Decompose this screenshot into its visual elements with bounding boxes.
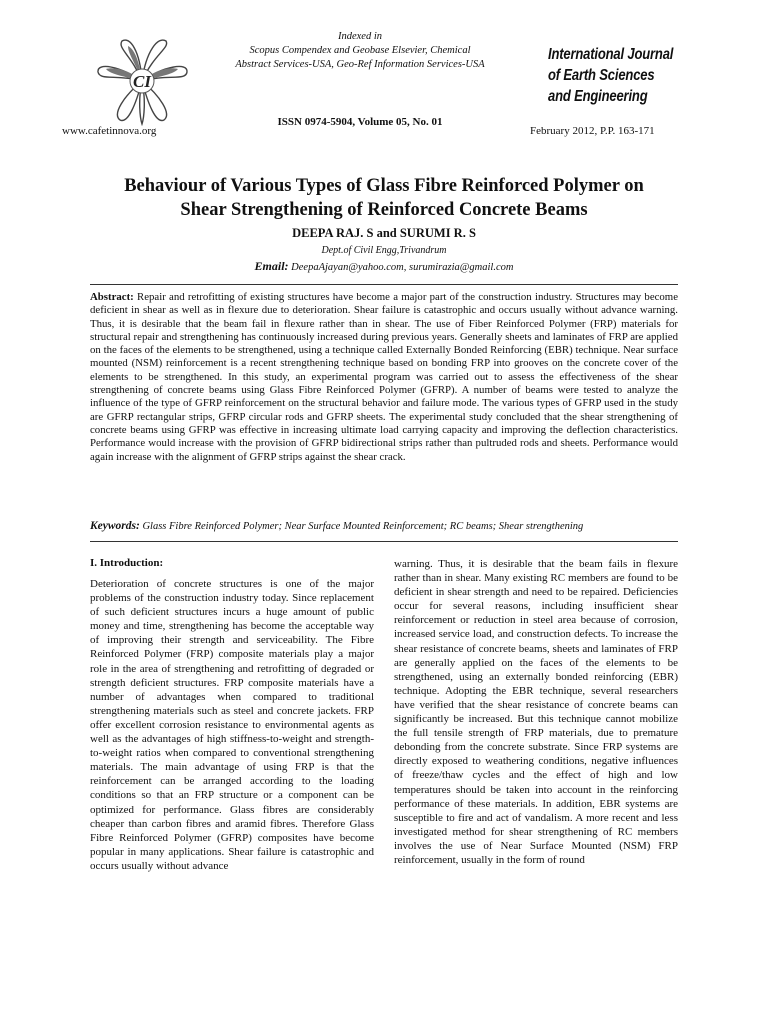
- keywords-list: Glass Fibre Reinforced Polymer; Near Surface Mounted Reinforcement; RC beams; Shear strengthening: [142, 521, 584, 532]
- abstract-top-rule: [90, 284, 678, 285]
- abstract-text: Repair and retrofitting of existing structures have become a major part of the construction industry. Structures may become deficient in shear as well as in flexure due to deterioration. Shear failure is catastrophic and occurs usually without advance warning. Thus, it is desirable that the beam fail in flexure rather than in shear. The use of Fiber Reinforced Polymer (FRP) materials for structural repair and strengthening has continuously increased during previous years. Generally sheets and laminates of FRP are applied on the faces of the elements to be strengthened, using a technique called Externally Bonded Reinforcing (EBR) technique. Near surface mounted (NSM) reinforcement is a recent strengthening technique based on bonding FRP into grooves on the concrete cover of the elements to be strengthened. In this study, an experimental program was carried out to assess the effectiveness of the shear strengthening of concrete beams using Glass Fibre Reinforced Polymer (GFRP). A number of beams were tested to analyze the influence of the type of GFRP reinforcement on the structural behavior and failure mode. The various types of GFRP used in the study are GFRP rectangular strips, GFRP circular rods and GFRP sheets. The experimental study concluded that the shear strengthening of concrete beams using GFRP was effective in increasing ultimate load carrying capacity and improving the deflection characteristics. Performance would increase with the provision of GFRP bidirectional strips rather than pultruded rods and sheets. Performance would again increase with the alignment of GFRP strips against the shear crack.: [90, 291, 678, 463]
- journal-header: [0, 0, 768, 150]
- authors: DEEPA RAJ. S and SURUMI R. S: [292, 226, 476, 240]
- website-url[interactable]: www.cafetinnova.org: [62, 125, 157, 137]
- title-line: Behaviour of Various Types of Glass Fibre Reinforced Polymer on: [124, 176, 644, 196]
- journal-name-line: International Journal: [548, 46, 674, 63]
- keywords-label: Keywords:: [90, 520, 140, 532]
- paper-title: [70, 174, 698, 222]
- affiliation: Dept.of Civil Engg,Trivandrum: [321, 245, 447, 256]
- issue-date-pages: February 2012, P.P. 163-171: [530, 125, 655, 137]
- indexing-line: Scopus Compendex and Geobase Elsevier, Chemical: [249, 45, 471, 56]
- journal-name-line: of Earth Sciences: [548, 67, 655, 84]
- journal-name: [548, 44, 673, 107]
- cafet-innova-logo: [92, 36, 192, 126]
- journal-name-line: and Engineering: [548, 88, 648, 105]
- email-line: [70, 259, 698, 274]
- email-label: Email:: [254, 259, 289, 273]
- intro-left-column: Deterioration of concrete structures is one of the major problems of the construction industry today. Since replacement of such deficient structures incurs a huge amount of public money and time, strengthening has become the acceptable way of improving their strength and serviceability. The Fibre Reinforced Polymer (FRP) composite materials play a major role in the area of strengthening and retrofitting of degraded or strength deficient structures. FRP composite materials have a number of advantages when compared to traditional strengthening materials such as steel and concrete jackets. FRP offer excellent corrosion resistance to environmental agents as well as the advantages of high stiffness-to-weight and strength-to-weight ratios when compared to conventional strengthening materials. The main advantage of using FRP is that the reinforcement can be arranged according to the loading conditions so that an FRP structure or a component can be optimized for performance. Glass fibres are considerably cheaper than carbon fibres and aramid fibres. Therefore Glass Fibre Reinforced Polymer (GFRP) composites have become popular in many applications. Shear failure is catastrophic and occurs usually without advance: [90, 578, 374, 872]
- abstract: [90, 291, 678, 464]
- abstract-label: Abstract:: [90, 291, 134, 303]
- indexing-line: Abstract Services-USA, Geo-Ref Information Services-USA: [235, 59, 485, 70]
- issn-volume: ISSN 0974-5904, Volume 05, No. 01: [277, 116, 443, 128]
- section-heading-introduction: I. Introduction:: [90, 557, 164, 569]
- keywords-bottom-rule: [90, 541, 678, 542]
- title-line: Shear Strengthening of Reinforced Concrete Beams: [180, 200, 588, 220]
- email-addresses[interactable]: DeepaAjayan@yahoo.com, surumirazia@gmail.com: [291, 262, 514, 273]
- intro-right-column: warning. Thus, it is desirable that the beam fails in flexure rather than in shear. Many existing RC members are found to be deficient in shear strength and need to be repaired. Deficiencies occur for several reasons, including insufficient shear reinforcement or reduction in steel area because of corrosion, increased service load, and construction defects. To increase the shear resistance of concrete beams, sheets and laminates of FRP are generally applied on the faces of the elements to be strengthened, using an externally bonded reinforcing (EBR) technique. Adopting the EBR technique, several researchers have verified that the shear resistance of concrete beams can significantly be increased. But this technique cannot mobilize the full tensile strength of FRP materials, due to premature debonding from the concrete substrate. Since FRP systems are directly exposed to weathering conditions, negative influences of freeze/thaw cycles and the effect of high and low temperatures should be taken into account in the reinforcing performance of these materials. In addition, EBR systems are susceptible to fire and act of vandalism. A more recent and less investigated method for shear strengthening of RC members involves the use of Near Surface Mounted (NSM) FRP reinforcement, usually in the form of round: [394, 558, 678, 866]
- indexing-info: [210, 30, 510, 72]
- logo-text: CI: [133, 72, 151, 91]
- keywords: [90, 520, 690, 532]
- indexing-line: Indexed in: [337, 31, 383, 42]
